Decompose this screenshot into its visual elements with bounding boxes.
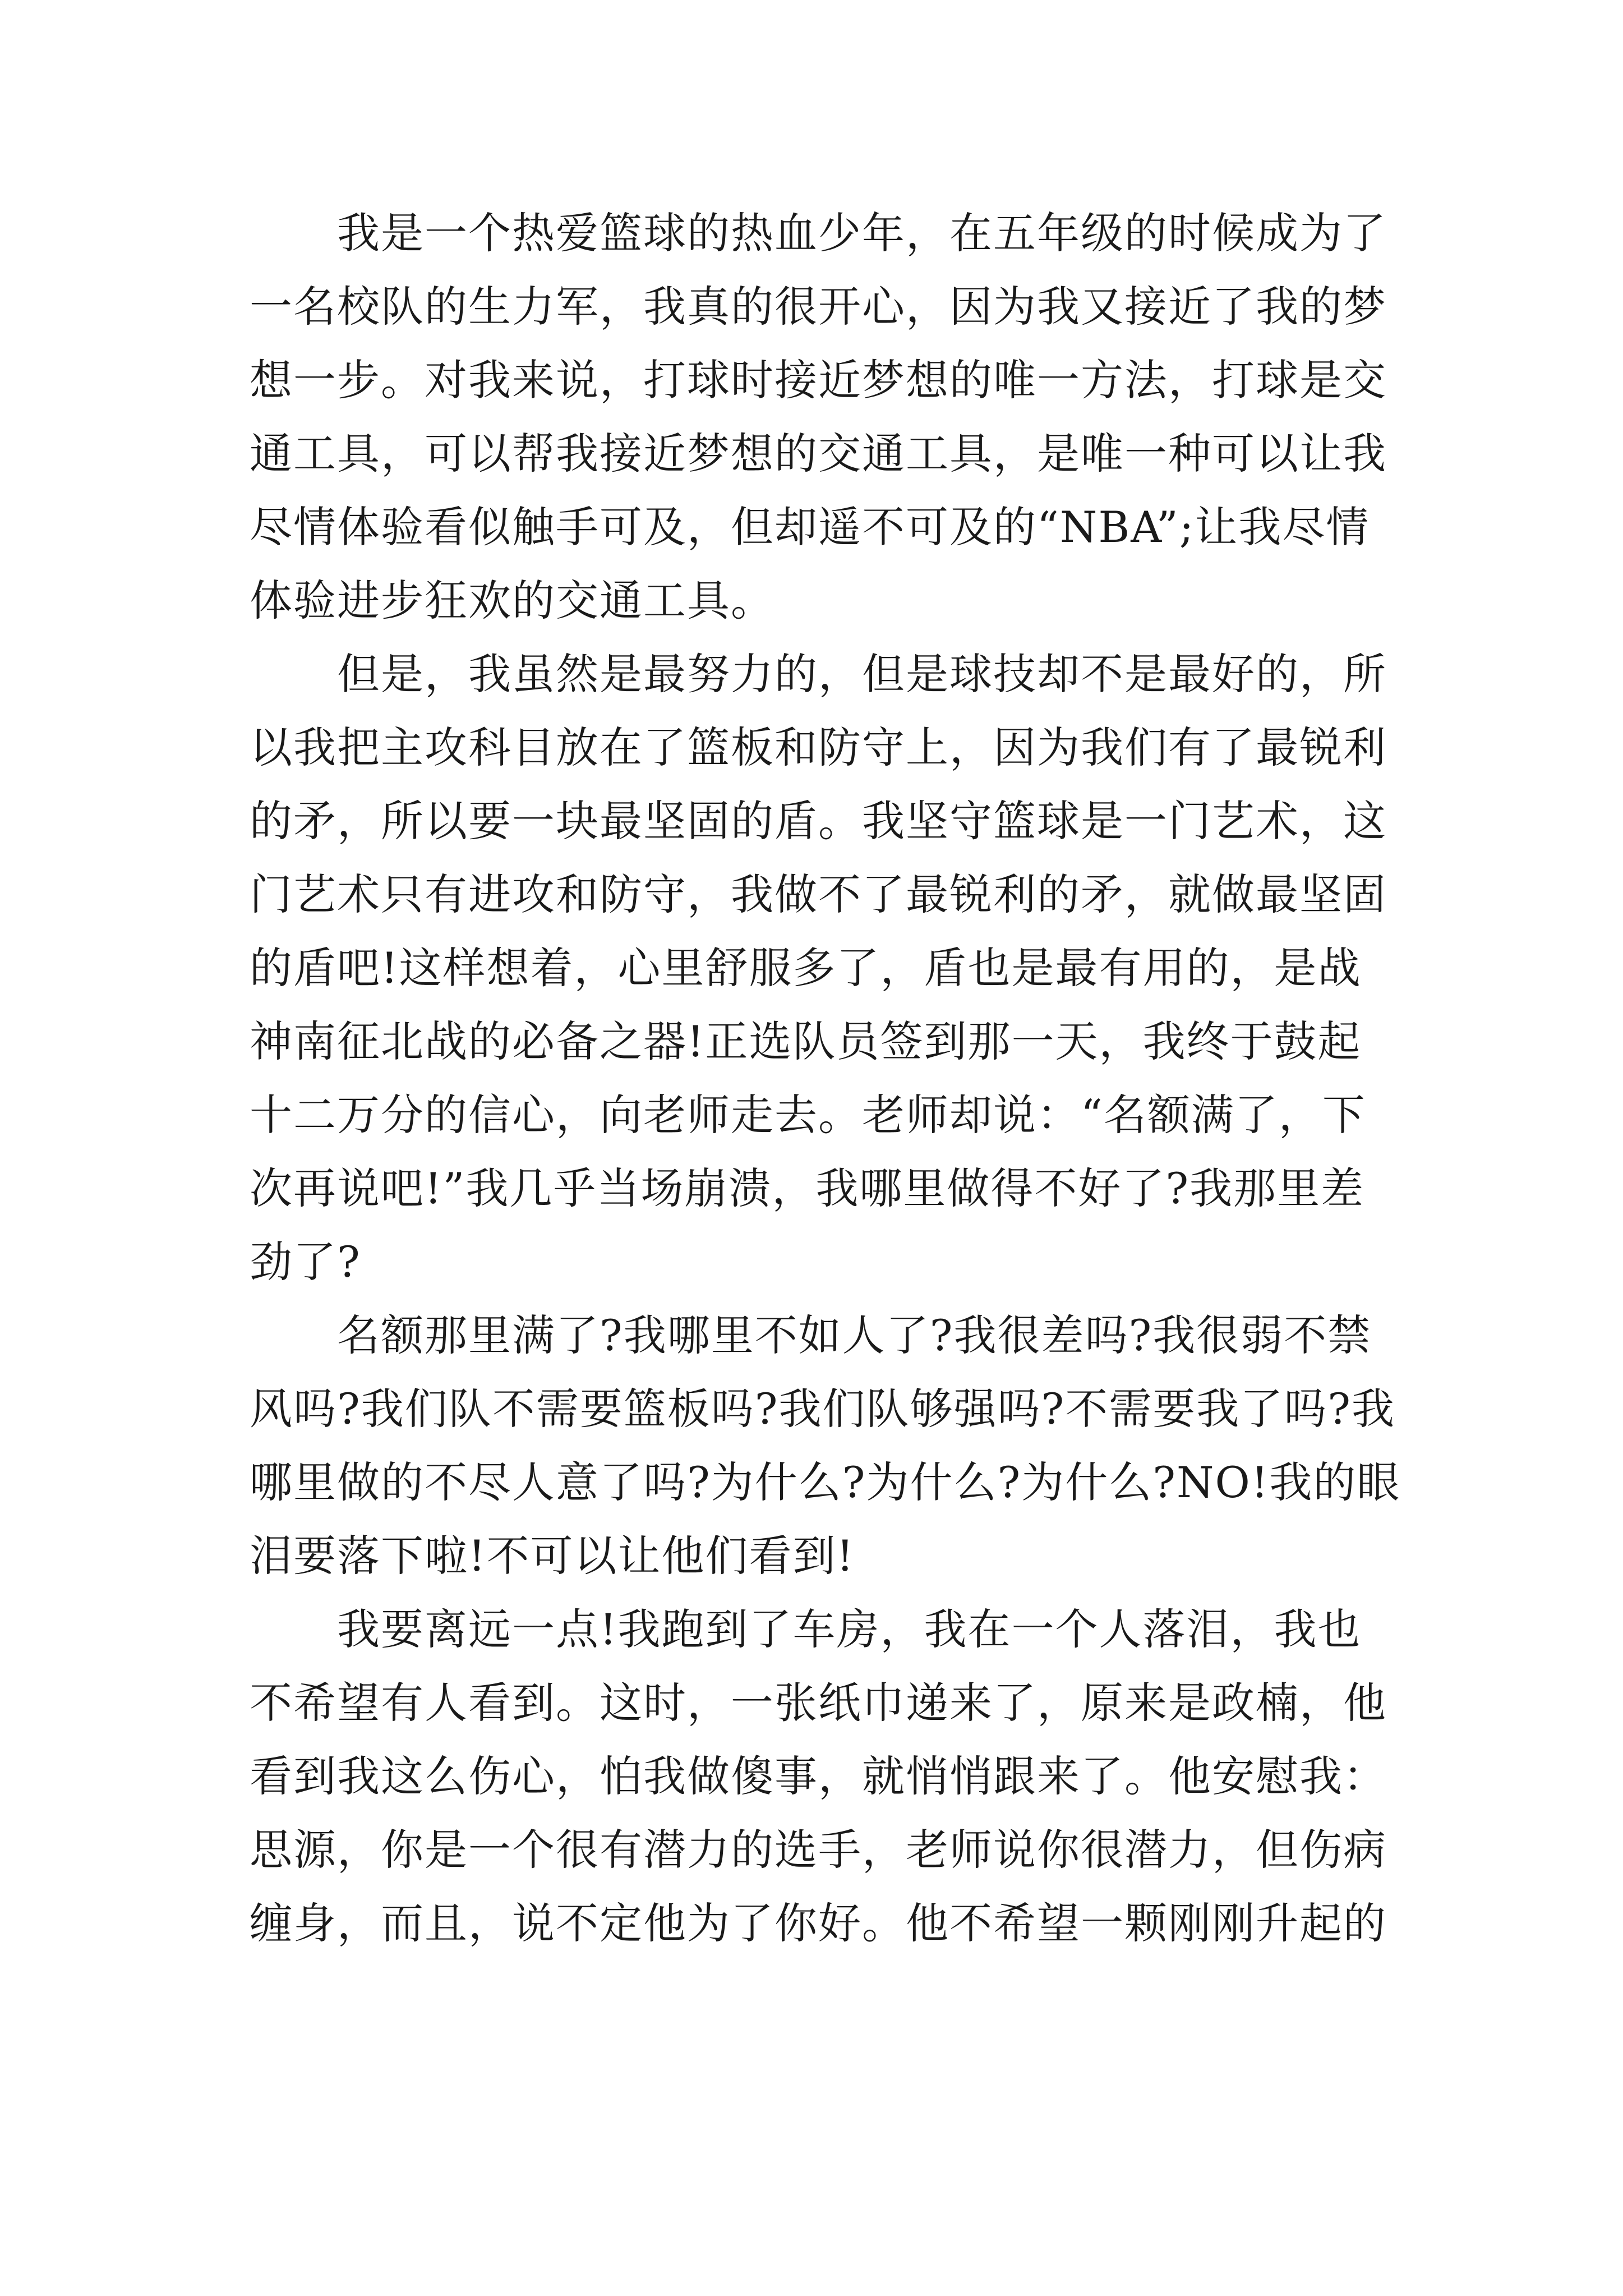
paragraph-4-line-3: 看到我这么伤心，怕我做傻事，就悄悄跟来了。他安慰我： — [250, 1751, 1387, 1801]
paragraph-2-line-1: 但是，我虽然是最努力的，但是球技却不是最好的，所 — [250, 649, 1387, 699]
paragraph-3-line-2: 风吗?我们队不需要篮板吗?我们队够强吗?不需要我了吗?我 — [250, 1384, 1395, 1434]
paragraph-2-line-7: 十二万分的信心，向老师走去。老师却说：“名额满了，下 — [250, 1090, 1366, 1140]
paragraph-2-line-2: 以我把主攻科目放在了篮板和防守上，因为我们有了最锐利 — [250, 723, 1387, 772]
paragraph-4-line-2: 不希望有人看到。这时，一张纸巾递来了，原来是政楠，他 — [250, 1678, 1387, 1728]
paragraph-3-line-4: 泪要落下啦!不可以让他们看到! — [250, 1531, 855, 1581]
paragraph-1-line-1: 我是一个热爱篮球的热血少年，在五年级的时候成为了 — [250, 208, 1387, 258]
paragraph-1-line-2: 一名校队的生力军，我真的很开心，因为我又接近了我的梦 — [250, 282, 1387, 332]
paragraph-4-line-4: 思源，你是一个很有潜力的选手，老师说你很潜力，但伤病 — [250, 1825, 1387, 1875]
paragraph-1-line-3: 想一步。对我来说，打球时接近梦想的唯一方法，打球是交 — [250, 355, 1387, 405]
paragraph-2-line-4: 门艺术只有进攻和防守，我做不了最锐利的矛，就做最坚固 — [250, 869, 1387, 919]
paragraph-1-line-5: 尽情体验看似触手可及，但却遥不可及的“NBA”;让我尽情 — [250, 502, 1370, 552]
paragraph-2-line-6: 神南征北战的必备之器!正选队员签到那一天，我终于鼓起 — [250, 1016, 1362, 1066]
paragraph-4-line-1: 我要离远一点!我跑到了车房，我在一个人落泪，我也 — [250, 1604, 1362, 1654]
paragraph-2-line-8: 次再说吧!”我几乎当场崩溃，我哪里做得不好了?我那里差 — [250, 1163, 1365, 1213]
document-body — [250, 196, 1401, 1960]
paragraph-3-line-1: 名额那里满了?我哪里不如人了?我很差吗?我很弱不禁 — [250, 1310, 1372, 1360]
paragraph-2-line-5: 的盾吧!这样想着，心里舒服多了，盾也是最有用的，是战 — [250, 943, 1362, 993]
paragraph-1-line-6: 体验进步狂欢的交通工具。 — [250, 576, 774, 625]
paragraph-4-line-5: 缠身，而且，说不定他为了你好。他不希望一颗刚刚升起的 — [250, 1898, 1387, 1948]
paragraph-1-line-4: 通工具，可以帮我接近梦想的交通工具，是唯一种可以让我 — [250, 429, 1387, 478]
paragraph-2-line-9: 劲了? — [250, 1237, 361, 1287]
paragraph-2-line-3: 的矛，所以要一块最坚固的盾。我坚守篮球是一门艺术，这 — [250, 796, 1387, 846]
paragraph-3-line-3: 哪里做的不尽人意了吗?为什么?为什么?为什么?NO!我的眼 — [250, 1457, 1401, 1507]
